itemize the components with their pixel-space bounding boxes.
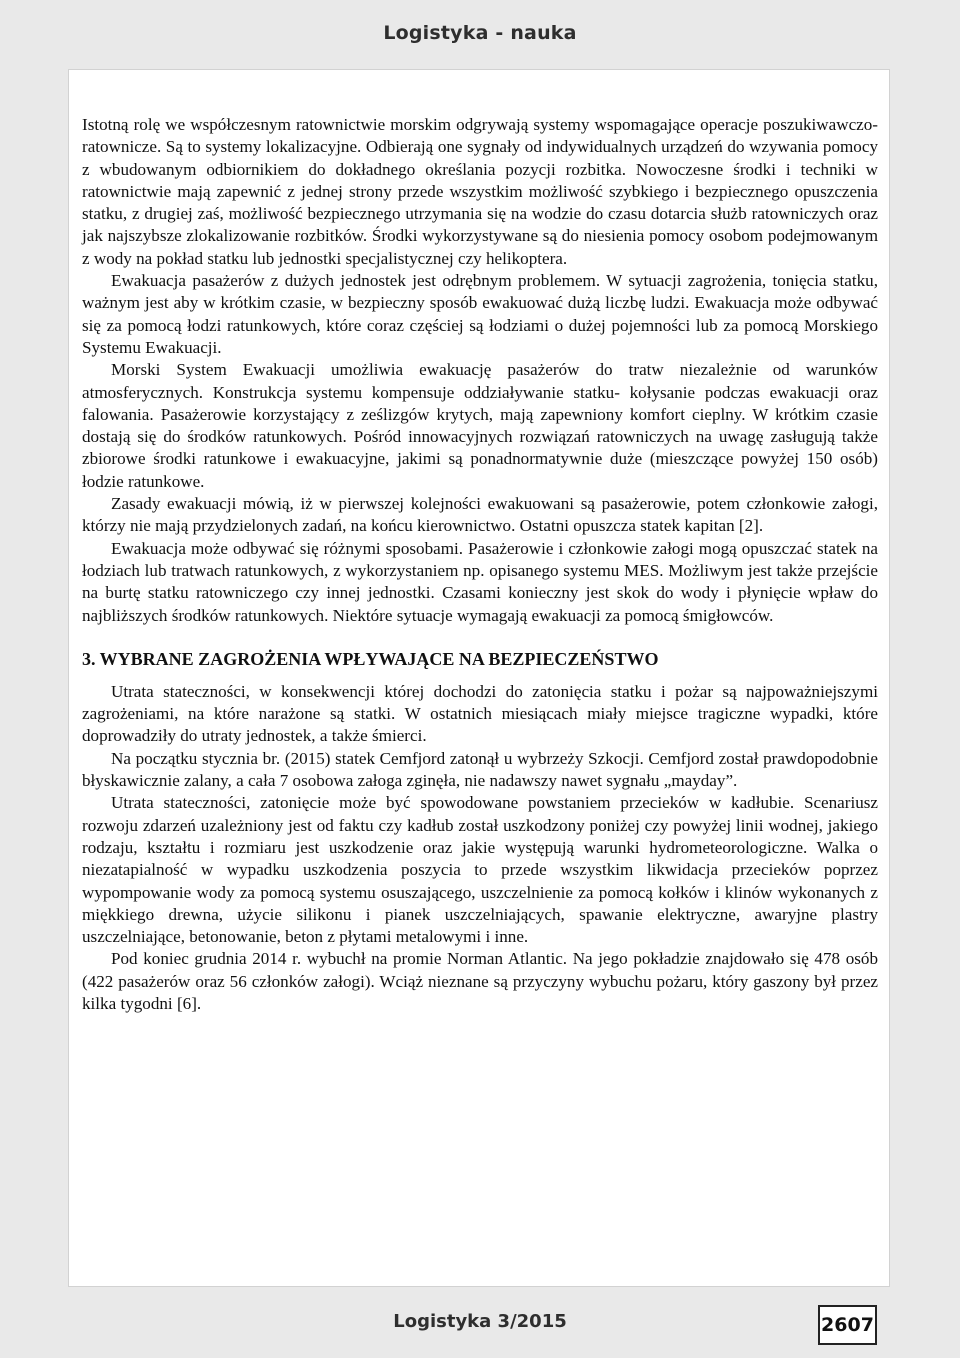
- paragraph: Ewakuacja może odbywać się różnymi sposobami. Pasażerowie i członkowie załogi mogą opuszczać statek na łodziach lub tratwach ratunkowych, z wykorzystaniem np. opisanego systemu MES. Możliwym jest także przejście na burtę statku ratowniczego czy innej jednostki. Czasami konieczny jest skok do wody i płynięcie wpław do najbliższych środków ratunkowych. Niektóre sytuacje wymagają ewakuacji za pomocą śmigłowców.: [82, 538, 878, 625]
- paragraph: Morski System Ewakuacji umożliwia ewakuację pasażerów do tratw niezależnie od warunków atmosferycznych. Konstrukcja systemu kompensuje oddziaływanie statku- kołysanie podczas ewakuacji oraz falowania. Pasażerowie korzystający z ześlizgów krytych, mają zapewniony komfort cieplny. W krótkim czasie dostają się do środków ratunkowych. Pośród innowacyjnych rozwiązań ratowniczych na uwagę zasługują także zbiorowe środki ratunkowe i ewakuacyjne, jakimi są ponadnormatywnie duże (mieszczące powyżej 150 osób) łodzie ratunkowe.: [82, 360, 878, 491]
- paragraph: Pod koniec grudnia 2014 r. wybuchł na promie Norman Atlantic. Na jego pokładzie znajdowało się 478 osób (422 pasażerów oraz 56 członków załogi). Wciąż nieznane są przyczyny wybuchu pożaru, który gaszony był przez kilka tygodni [6].: [82, 949, 878, 1013]
- paragraph: Ewakuacja pasażerów z dużych jednostek jest odrębnym problemem. W sytuacji zagrożenia, tonięcia statku, ważnym jest aby w krótkim czasie, w bezpieczny sposób ewakuować dużą liczbę ludzi. Ewakuacja może odbywać się za pomocą łodzi ratunkowych, które coraz częściej są łodziami o dużej pojemności lub za pomocą Morskiego Systemu Ewakuacji.: [82, 271, 878, 357]
- paragraph: Utrata stateczności, zatonięcie może być spowodowane powstaniem przecieków w kadłubie. Scenariusz rozwoju zdarzeń uzależniony jest od faktu czy kadłub został uszkodzony poniżej czy powyżej linii wodnej, jakiego rodzaju, kształtu i rozmiaru jest uszkodzenie oraz jakie występują warunki hydrometeorologiczne. Walka o niezatapialność w wypadku uszkodzenia poszycia to przede wszystkim likwidacja przecieków poprzez wypompowanie wody za pomocą systemu osuszającego, uszczelnienie za pomocą kołków i klinów wykonanych z miękkiego drewna, użycie silikonu i pianek uszczelniających, spawanie elektryczne, awaryjne plastry uszczelniające, betonowanie, beton z płytami metalowymi i inne.: [82, 793, 878, 947]
- article-body: [82, 114, 878, 1015]
- running-header: Logistyka - nauka: [383, 22, 577, 44]
- paragraph: Na początku stycznia br. (2015) statek Cemfjord zatonął u wybrzeży Szkocji. Cemfjord został prawdopodobnie błyskawicznie zalany, a cała 7 osobowa załoga zginęła, nie nadawszy nawet sygnału „mayday”.: [82, 748, 878, 791]
- paragraph: Zasady ewakuacji mówią, iż w pierwszej kolejności ewakuowani są pasażerowie, potem członkowie załogi, którzy nie mają przydzielonych zadań, na końcu kierownictwo. Ostatni opuszcza statek kapitan [2].: [82, 494, 878, 536]
- paragraph: Utrata stateczności, w konsekwencji której dochodzi do zatonięcia statku i pożar są najpoważniejszymi zagrożeniami, na które narażone są statki. W ostatnich miesiącach miały miejsce tragiczne wypadki, które doprowadziły do utraty jednostek, a także śmierci.: [82, 681, 878, 746]
- page-number: 2607: [818, 1305, 877, 1345]
- footer-journal-title: Logistyka 3/2015: [393, 1311, 567, 1332]
- section-heading: 3. WYBRANE ZAGROŻENIA WPŁYWAJĄCE NA BEZPIECZEŃSTWO: [82, 648, 659, 669]
- paragraph: Istotną rolę we współczesnym ratownictwie morskim odgrywają systemy wspomagające operacje poszukiwawczo- ratownicze. Są to systemy lokalizacyjne. Odbierają one sygnały od indywidualnych urządzeń do wzywania pomocy z wbudowanym odbiornikiem do dokładnego określania pozycji rozbitka. Nowoczesne środki i techniki w ratownictwie mają zapewnić z jednej strony przede wszystkim możliwość szybkiego i bezpiecznego opuszczenia statku, z drugiej zaś, możliwość bezpiecznego utrzymania się na wodzie do czasu dotarcia służb ratowniczych oraz jak najszybsze zlokalizowanie rozbitków. Środki wykorzystywane są do niesienia pomocy osobom podejmowanym z wody na pokład statku lub jednostki specjalistycznej czy helikoptera.: [82, 115, 878, 268]
